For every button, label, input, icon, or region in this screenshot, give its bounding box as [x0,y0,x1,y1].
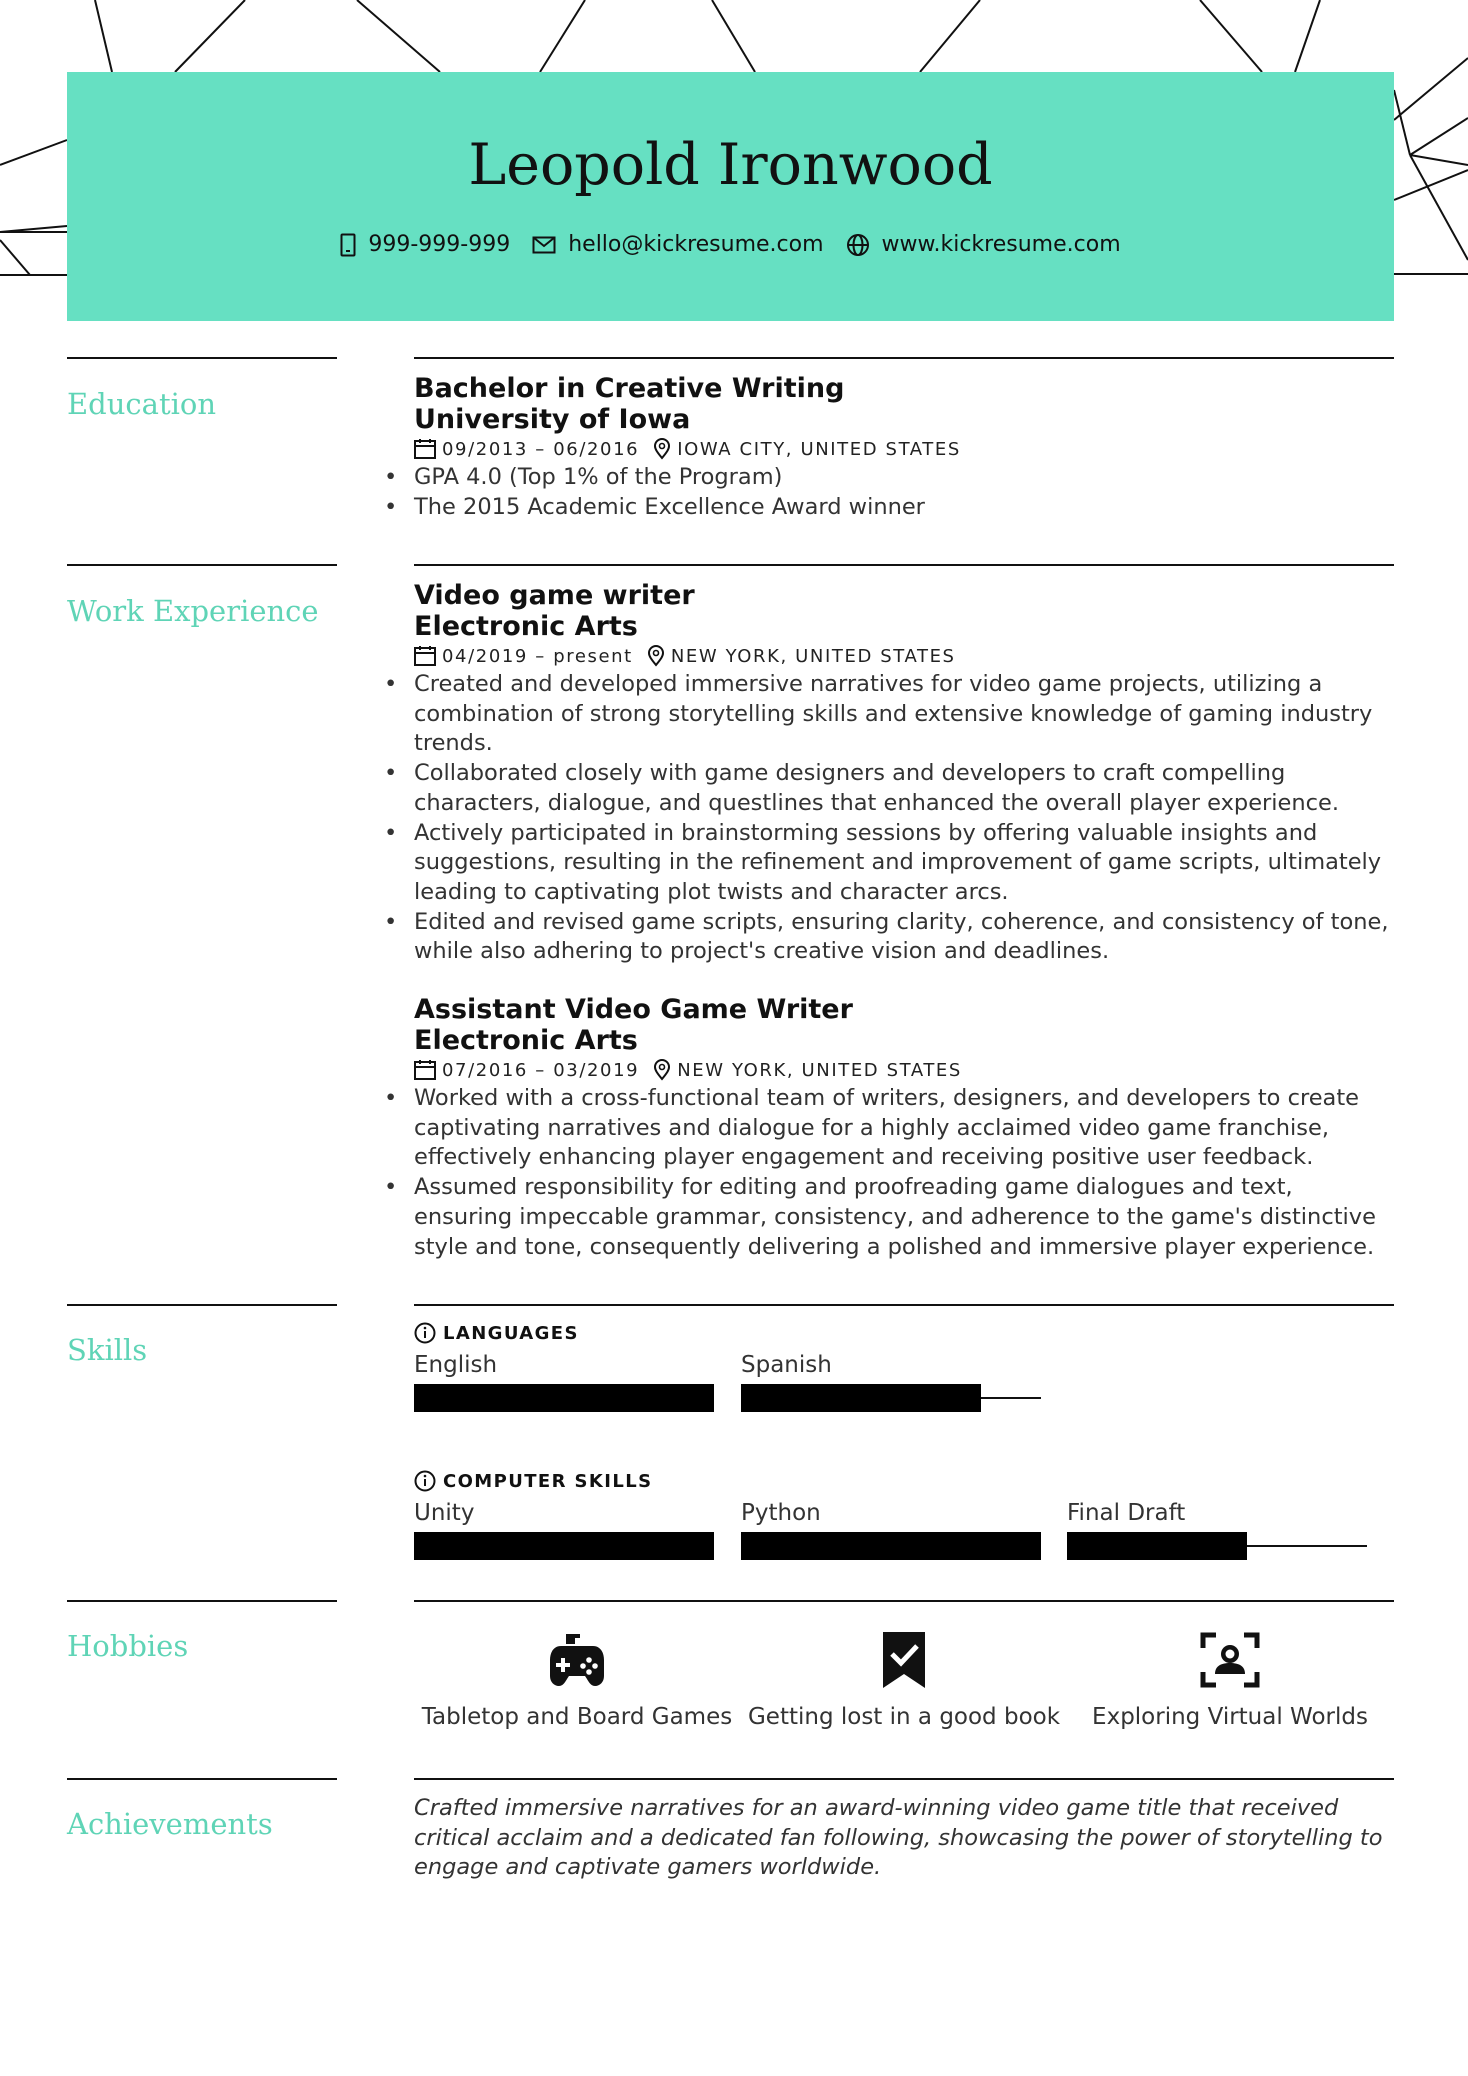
skill-item [741,1500,1041,1560]
envelope-icon [532,236,556,254]
virtual-person-icon [1200,1632,1260,1688]
hobby-item [1067,1632,1393,1730]
skill-name: Spanish [741,1352,832,1378]
section-divider [67,564,337,566]
bullet-item: • Worked with a cross-functional team of writers, designers, and developers to create captivating narratives and dialogue for a highly acclaimed video game franchise, effectively enhancing player engagement and receiving positive user feedback. [414,1084,1394,1173]
section-divider [67,357,337,359]
hobby-label: Tabletop and Board Games [421,1704,733,1730]
skill-bar-fill [741,1384,981,1412]
globe-icon [846,233,870,257]
section-heading-hobbies: Hobbies [67,1629,189,1663]
bullet-list [414,463,1394,522]
entry-meta [414,1056,1394,1084]
section-divider [414,1304,1394,1306]
skill-bar-fill [1067,1532,1247,1560]
email-contact[interactable] [532,232,823,257]
calendar-icon [414,646,436,666]
company-name: Electronic Arts [414,1025,638,1056]
bullet-item: • Edited and revised game scripts, ensuring clarity, coherence, and consistency of tone, while also adhering to project's creative vision and deadlines. [414,908,1394,967]
calendar-icon [414,1060,436,1080]
section-divider [67,1600,337,1602]
skill-group-heading [414,1322,579,1344]
section-heading-achievements: Achievements [67,1807,273,1841]
bullet-item: • The 2015 Academic Excellence Award winner [414,493,1394,523]
skill-name: Unity [414,1500,475,1526]
skill-item [414,1352,714,1412]
skill-group-title: COMPUTER SKILLS [443,1470,653,1492]
skill-name: Final Draft [1067,1500,1186,1526]
website-text: www.kickresume.com [881,232,1121,257]
bookmark-check-icon [874,1632,934,1688]
bullet-list [414,670,1394,967]
location-pin-icon [653,1059,671,1081]
entry-dates: 04/2019 – present [442,645,633,667]
company-name: Electronic Arts [414,611,638,642]
hobby-item [741,1632,1067,1730]
section-heading-skills: Skills [67,1333,148,1367]
header-banner [67,72,1394,321]
skill-item [741,1352,1041,1412]
phone-icon [340,233,356,257]
skill-item [414,1500,714,1560]
section-divider [414,1778,1394,1780]
skill-group-title: LANGUAGES [443,1322,579,1344]
skill-level-bar [414,1532,714,1560]
bullet-list [414,1084,1394,1262]
work-entry [414,580,1394,967]
bullet-item: • Created and developed immersive narratives for video game projects, utilizing a combination of strong storytelling skills and extensive knowledge of gaming industry trends. [414,670,1394,759]
degree-title: Bachelor in Creative Writing [414,373,845,404]
work-entry [414,994,1394,1262]
location-pin-icon [653,438,671,460]
entry-location: IOWA CITY, UNITED STATES [677,438,961,460]
contact-bar [67,232,1394,257]
hobby-item [414,1632,740,1730]
bullet-item: • Actively participated in brainstorming sessions by offering valuable insights and suggestions, resulting in the refinement and improvement of game scripts, ultimately leading to captivating plot twists and character arcs. [414,819,1394,908]
section-divider [67,1304,337,1306]
hobby-label: Exploring Virtual Worlds [1092,1704,1368,1730]
section-heading-work-experience: Work Experience [67,594,319,628]
section-divider [414,564,1394,566]
skill-bar-fill [741,1532,1041,1560]
skill-name: Python [741,1500,821,1526]
skill-bar-fill [414,1532,714,1560]
bullet-item: • Collaborated closely with game designers and developers to craft compelling characters, dialogue, and questlines that enhanced the overall player experience. [414,759,1394,818]
skill-level-bar [1067,1532,1367,1560]
skill-group-heading [414,1470,652,1492]
candidate-name: Leopold Ironwood [468,132,993,198]
entry-location: NEW YORK, UNITED STATES [670,645,956,667]
phone-contact[interactable] [340,232,510,257]
skill-level-bar [741,1532,1041,1560]
entry-meta [414,435,1394,463]
hobby-label: Getting lost in a good book [747,1704,1061,1730]
info-icon [414,1470,436,1492]
entry-dates: 09/2013 – 06/2016 [442,438,640,460]
skill-bar-fill [414,1384,714,1412]
location-pin-icon [647,645,665,667]
job-title: Assistant Video Game Writer [414,994,853,1025]
bullet-item: • Assumed responsibility for editing and proofreading game dialogues and text, ensuring impeccable grammar, consistency, and adherence to the game's distinctive style and tone, consequently delivering a polished and immersive player experience. [414,1173,1394,1262]
bullet-item: • GPA 4.0 (Top 1% of the Program) [414,463,1394,493]
skill-item [1067,1500,1367,1560]
gamepad-icon [547,1632,607,1688]
email-text: hello@kickresume.com [568,232,824,257]
section-divider [414,1600,1394,1602]
achievement-text: Crafted immersive narratives for an award-winning video game title that received critical acclaim and a dedicated fan following, showcasing the power of storytelling to engage and captivate gamers worldwide. [414,1795,1383,1881]
skill-name: English [414,1352,498,1378]
skill-level-bar [741,1384,1041,1412]
section-divider [414,357,1394,359]
website-contact[interactable] [846,232,1121,257]
skill-level-bar [414,1384,714,1412]
info-icon [414,1322,436,1344]
school-name: University of Iowa [414,404,691,435]
phone-text: 999-999-999 [368,232,511,257]
section-heading-education: Education [67,387,217,421]
entry-meta [414,642,1394,670]
section-divider [67,1778,337,1780]
entry-dates: 07/2016 – 03/2019 [442,1059,640,1081]
education-entry [414,373,1394,522]
calendar-icon [414,439,436,459]
entry-location: NEW YORK, UNITED STATES [677,1059,962,1081]
job-title: Video game writer [414,580,695,611]
